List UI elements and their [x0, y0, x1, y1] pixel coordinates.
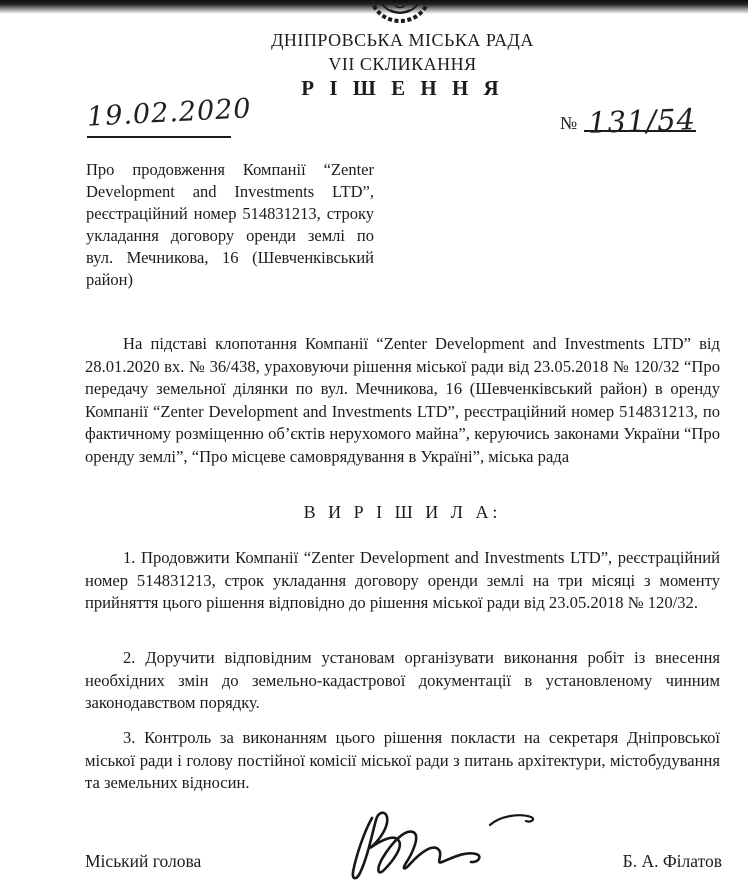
city-seal-icon [368, 1, 432, 24]
convocation-line: VII СКЛИКАННЯ [328, 54, 477, 74]
document-header [85, 31, 720, 99]
resolution-item-1: 1. Продовжити Компанії “Zenter Development and Investments LTD”, реєстраційний номер 514831213, строк укладання договору оренди землі на три місяці з моменту прийняття цього рішення відповідно до рішення міської ради від 23.05.2018 № 120/32. [85, 548, 720, 613]
council-name: ДНІПРОВСЬКА МІСЬКА РАДА [271, 30, 534, 50]
signatory-name: Б. А. Філатов [622, 851, 722, 871]
number-sign: № [560, 113, 578, 133]
subject-paragraph: Про продовження Компанії “Zenter Development and Investments LTD”, реєстраційний номер 514831213, строку укладання договору оренди землі по вул. Мечникова, 16 (Шевченківський район) [86, 160, 374, 289]
date-and-number-row [85, 93, 720, 143]
signatory-position: Міський голова [85, 851, 202, 871]
handwritten-date-field [86, 93, 253, 138]
handwritten-date: 19.02.2020 [86, 93, 253, 133]
resolution-item-3: 3. Контроль за виконанням цього рішення покласти на секретаря Дніпровської міської ради і голову постійної комісії міської ради з питань архітектури, містобудування та земельних відносин. [85, 728, 720, 793]
document-number-field [560, 98, 720, 140]
handwritten-number: 131/54 [587, 102, 697, 140]
preamble-paragraph: На підставі клопотання Компанії “Zenter Development and Investments LTD” від 28.01.2020 вх. № 36/438, ураховуючи рішення міської ради від 23.05.2018 № 120/32 “Про передачу земельної ділянки по вул. Мечникова, 16 (Шевченківський район) в оренду Компанії “Zenter Development and Investments LTD”, реєстраційний номер 514831213, по фактичному розміщенню об’єктів нерухомого майна”, керуючись законами України “Про оренду землі”, “Про місцеве самоврядування в Україні”, міська рада [85, 334, 720, 466]
resolution-item-2: 2. Доручити відповідним установам організувати виконання робіт із внесення необхідних змін до земельно-кадастрової документації в установленому чинним законодавством порядку. [85, 648, 720, 713]
signature-icon [338, 808, 553, 883]
resolution-heading: В И Р І Ш И Л А: [303, 502, 502, 522]
document-type-title: Р І Ш Е Н Н Я [301, 76, 504, 100]
